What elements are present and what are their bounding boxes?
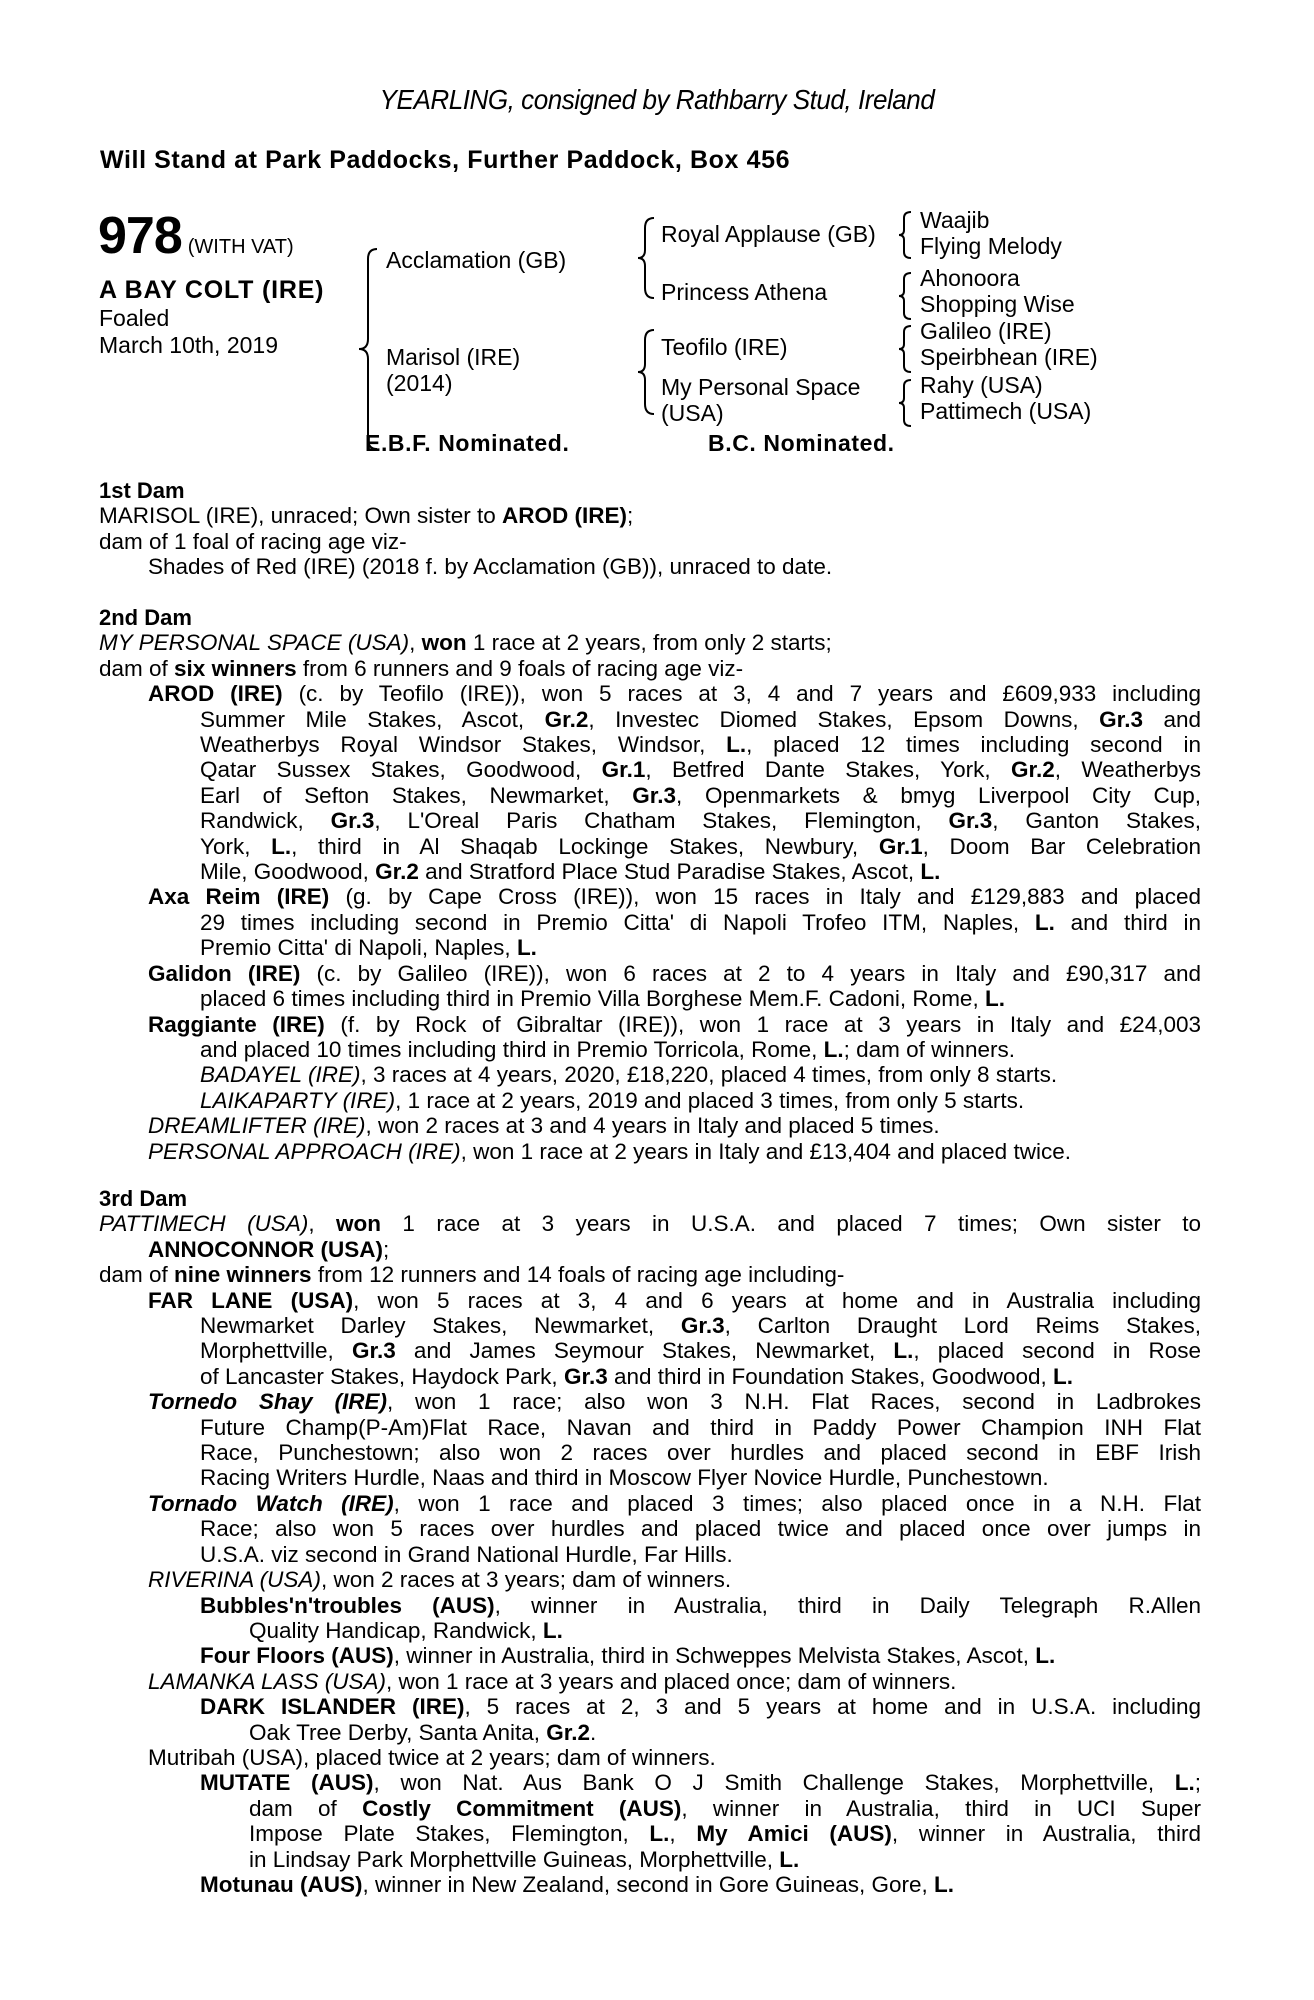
dam-of-text: dam of (99, 1262, 175, 1288)
produce-item: Mutribah (USA), placed twice at 2 years; dam of winners. (148, 1744, 716, 1770)
race-grade: L. (934, 1871, 955, 1897)
record-text: of Lancaster Stakes, Haydock Park, (200, 1363, 564, 1389)
entry-continuation-line (99, 935, 1201, 960)
horse-record: , won 1 race at 3 years and placed once; dam of winners. (386, 1668, 957, 1694)
grand-produce-entry (99, 1770, 1201, 1872)
produce-entry (99, 884, 1201, 960)
record-text: and James Seymour Stakes, Newmarket, (395, 1338, 894, 1364)
sd-sire: Ahonoora (920, 265, 1020, 291)
dd-dam: Pattimech (USA) (920, 398, 1092, 424)
winners-count: nine winners (174, 1262, 312, 1288)
race-grade: L. (1035, 1643, 1056, 1669)
horse-name: Axa Reim (IRE) (148, 884, 330, 910)
record-text: , Ganton Stakes, (992, 808, 1201, 834)
record-text: , Carlton Draught Lord Reims Stakes, (724, 1313, 1201, 1339)
entry-first-line (99, 681, 1201, 706)
entry-first-line (99, 1012, 1201, 1037)
record-text: . (590, 1719, 597, 1745)
pedigree-braces (0, 0, 1314, 460)
entry-first-line (99, 1643, 1201, 1668)
record-text: ; dam of winners. (843, 1036, 1015, 1062)
dam-year: (2014) (386, 370, 453, 396)
record-text: , placed 12 times including second in (746, 732, 1201, 758)
ebf-nominated: E.B.F. Nominated. (365, 430, 570, 456)
entry-continuation-line (99, 707, 1201, 732)
horse-name: Bubbles'n'troubles (AUS) (200, 1592, 495, 1618)
ss-sire: Waajib (920, 207, 990, 233)
sd-dam: Shopping Wise (920, 291, 1075, 317)
entry-first-line (99, 1872, 1201, 1897)
race-grade: Gr.3 (948, 808, 993, 834)
winners-count: six winners (174, 655, 297, 681)
dam-of-rest: from 6 runners and 9 foals of racing age viz- (296, 655, 744, 681)
third-dam-produce-intro (99, 1262, 1201, 1287)
entry-continuation-line (99, 1516, 1201, 1541)
produce-item (99, 1139, 1201, 1164)
produce-entry (99, 1288, 1201, 1390)
record-text: Morphettville, (200, 1338, 352, 1364)
entry-continuation-line (99, 859, 1201, 884)
horse-name: MUTATE (AUS) (200, 1770, 374, 1796)
entry-first-line (99, 1389, 1201, 1414)
record-text: , won 1 race and placed 3 times; also placed once in a N.H. Flat (393, 1490, 1201, 1516)
produce-entry (99, 1012, 1201, 1063)
horse-name: LAMANKA LASS (USA) (148, 1668, 386, 1694)
third-dam-heading: 3rd Dam (99, 1186, 188, 1211)
second-dam-intro: MY PERSONAL SPACE (USA), won 1 race at 2 years, from only 2 starts; (99, 630, 832, 656)
entry-continuation-line (99, 1364, 1201, 1389)
produce-entry (99, 681, 1201, 884)
record-text: and third in Foundation Stakes, Goodwood, (607, 1363, 1054, 1389)
race-grade: L. (271, 833, 292, 859)
brace-dam-parents (638, 330, 654, 414)
sire-dam: Princess Athena (661, 279, 828, 305)
first-dam-heading: 1st Dam (99, 478, 185, 503)
entry-continuation-line (99, 1720, 1201, 1745)
ds-sire: Galileo (IRE) (920, 318, 1052, 344)
produce-entry (99, 961, 1201, 1012)
race-grade: L. (893, 1338, 914, 1364)
entry-continuation-line (99, 757, 1201, 782)
race-grade: L. (649, 1821, 670, 1847)
record-text: Qatar Sussex Stakes, Goodwood, (200, 757, 602, 783)
horse-name: AROD (IRE) (148, 681, 283, 707)
entry-continuation-line (99, 1847, 1201, 1872)
horse-name: Tornedo Shay (IRE) (148, 1389, 387, 1415)
third-dam-name: PATTIMECH (USA) (99, 1211, 309, 1237)
first-dam-line (99, 503, 1201, 528)
record-text: Mile, Goodwood, (200, 859, 376, 885)
race-grade: Gr.3 (563, 1363, 608, 1389)
entry-continuation-line (99, 808, 1201, 833)
first-dam-section (99, 478, 1201, 580)
race-grade: L. (516, 935, 537, 961)
stand-location: Will Stand at Park Paddocks, Further Paddock, Box 456 (100, 146, 791, 174)
dam-of-text: dam of (99, 655, 175, 681)
record-text: , winner in Australia, third (891, 1821, 1202, 1847)
sire: Acclamation (GB) (386, 247, 567, 273)
record-text: , Weatherbys (1054, 757, 1202, 783)
entry-continuation-line (99, 783, 1201, 808)
horse-record: , 3 races at 4 years, 2020, £18,220, placed 4 times, from only 8 starts. (360, 1062, 1058, 1088)
record-text: U.S.A. viz second in Grand National Hurdle, Far Hills. (200, 1541, 733, 1567)
horse-record: , won 2 races at 3 and 4 years in Italy and placed 5 times. (365, 1113, 940, 1139)
brace-sire-parents (638, 218, 654, 298)
entry-first-line (99, 1288, 1201, 1313)
record-text: and placed 10 times including third in Premio Torricola, Rome, (200, 1036, 824, 1062)
record-text: Weatherbys Royal Windsor Stakes, Windsor, (200, 732, 727, 758)
record-text: and Stratford Place Stud Paradise Stakes, Ascot, (418, 859, 921, 885)
record-text: Racing Writers Hurdle, Naas and third in Moscow Flyer Novice Hurdle, Punchestown. (200, 1465, 1049, 1491)
third-dam-record: 1 race at 3 years in U.S.A. and placed 7 times; Own sister to (381, 1211, 1201, 1237)
horse-record: , 1 race at 2 years, 2019 and placed 3 times, from only 5 starts. (395, 1087, 1025, 1113)
entry-continuation-line (99, 1037, 1201, 1062)
horse-name: Tornado Watch (IRE) (148, 1490, 394, 1516)
entry-continuation-line (99, 1338, 1201, 1363)
dd-sire: Rahy (USA) (920, 372, 1043, 398)
second-dam-heading: 2nd Dam (99, 605, 192, 630)
produce-item (99, 1567, 1201, 1592)
record-text: Impose Plate Stakes, Flemington, (249, 1821, 650, 1847)
race-grade: L. (726, 732, 747, 758)
race-grade: Gr.3 (680, 1313, 725, 1339)
record-text: , L'Oreal Paris Chatham Stakes, Flemington, (374, 808, 949, 834)
record-text: (f. by Rock of Gibraltar (IRE)), won 1 race at 3 years in Italy and £24,003 (324, 1011, 1202, 1037)
race-grade: Costly Commitment (AUS) (362, 1795, 682, 1821)
produce-entry (99, 1389, 1201, 1491)
grand-produce (99, 1088, 1201, 1113)
race-grade: Gr.1 (601, 757, 646, 783)
first-dam-foal: Shades of Red (IRE) (2018 f. by Acclamation (GB)), unraced to date. (148, 554, 833, 580)
record-text: , winner in Australia, third in UCI Super (681, 1795, 1201, 1821)
record-text: , Betfred Dante Stakes, York, (645, 757, 1011, 783)
grand-produce-entry (99, 1643, 1201, 1668)
race-grade: Gr.2 (546, 1719, 591, 1745)
entry-continuation-line (99, 910, 1201, 935)
race-grade: L. (1034, 909, 1055, 935)
brace-teofilo (899, 326, 911, 372)
horse-name: RIVERINA (USA) (148, 1567, 321, 1593)
dam-of-rest: from 12 runners and 14 foals of racing age including- (311, 1262, 845, 1288)
record-text: and third in (1054, 909, 1201, 935)
record-text: Oak Tree Derby, Santa Anita, (249, 1719, 547, 1745)
record-text: , won 5 races at 3, 4 and 6 years at home and in Australia including (353, 1287, 1201, 1313)
entry-continuation-line (99, 732, 1201, 757)
won-label: won (336, 1211, 381, 1237)
record-text: , Doom Bar Celebration (922, 833, 1201, 859)
race-grade: My Amici (AUS) (696, 1821, 892, 1847)
record-text: (g. by Cape Cross (IRE)), won 15 races in Italy and £129,883 and placed (329, 884, 1201, 910)
record-text: Premio Citta' di Napoli, Naples, (200, 935, 517, 961)
record-text: , third in Al Shaqab Lockinge Stakes, Newbury, (291, 833, 879, 859)
record-text: in Lindsay Park Morphettville Guineas, Morphettville, (249, 1846, 780, 1872)
record-text: , won Nat. Aus Bank O J Smith Challenge Stakes, Morphettville, (373, 1770, 1175, 1796)
third-dam-sister: ANNOCONNOR (USA); (148, 1236, 390, 1262)
dam-sire: Teofilo (IRE) (661, 334, 788, 360)
race-grade: L. (1174, 1770, 1195, 1796)
sire-sire: Royal Applause (GB) (661, 221, 876, 247)
produce-entry (99, 1491, 1201, 1567)
dam: Marisol (IRE) (386, 344, 521, 370)
brace-princess-athena (899, 273, 911, 319)
first-dam-produce-intro: dam of 1 foal of racing age viz- (99, 528, 407, 554)
produce-item (99, 1669, 1201, 1694)
dam-dam: My Personal Space (661, 374, 861, 400)
horse-description: A BAY COLT (IRE) (99, 276, 325, 304)
catalogue-subtitle: YEARLING, consigned by Rathbarry Stud, Ireland (379, 84, 935, 115)
record-text: , winner in New Zealand, second in Gore Guineas, Gore, (362, 1871, 935, 1897)
record-text: Summer Mile Stakes, Ascot, (200, 706, 545, 732)
race-grade: L. (779, 1846, 800, 1872)
own-sister-name: AROD (IRE) (502, 503, 628, 529)
race-grade: Gr.3 (330, 808, 375, 834)
race-grade: Gr.1 (878, 833, 923, 859)
entry-continuation-line (99, 1465, 1201, 1490)
race-grade: L. (823, 1036, 844, 1062)
second-dam-section (99, 605, 1201, 1164)
grand-produce-entry (99, 1872, 1201, 1897)
own-sister-name: ANNOCONNOR (USA) (148, 1236, 383, 1262)
entry-continuation-line (99, 986, 1201, 1011)
race-grade: Gr.2 (544, 706, 589, 732)
record-text: , winner in Australia, third in Daily Telegraph R.Allen (494, 1592, 1202, 1618)
record-text: (c. by Teofilo (IRE)), won 5 races at 3, 4 and 7 years and £609,933 including (282, 681, 1201, 707)
entry-continuation-line (99, 834, 1201, 859)
record-text: and (1142, 706, 1202, 732)
horse-name: DREAMLIFTER (IRE) (148, 1113, 366, 1139)
third-dam-section (99, 1186, 1201, 1897)
third-dam-intro: PATTIMECH (USA), won 1 race at 3 years in U.S.A. and placed 7 times; Own sister to (99, 1211, 1201, 1237)
record-text: Quality Handicap, Randwick, (249, 1617, 543, 1643)
horse-name: BADAYEL (IRE) (200, 1062, 361, 1088)
horse-name: LAIKAPARTY (IRE) (200, 1087, 396, 1113)
entry-first-line (99, 1491, 1201, 1516)
race-grade: Gr.2 (1010, 757, 1055, 783)
first-dam-text: MARISOL (IRE), unraced; Own sister to (99, 503, 503, 529)
race-grade: L. (920, 859, 941, 885)
horse-name: FAR LANE (USA) (148, 1287, 354, 1313)
record-text: (c. by Galileo (IRE)), won 6 races at 2 to 4 years in Italy and £90,317 and (300, 960, 1201, 986)
ds-dam: Speirbhean (IRE) (920, 344, 1098, 370)
record-text: Race, Punchestown; also won 2 races over hurdles and placed second in EBF Irish (200, 1440, 1201, 1466)
record-text: , winner in Australia, third in Schweppes Melvista Stakes, Ascot, (393, 1643, 1036, 1669)
brace-royal-applause (899, 212, 911, 258)
horse-record: , won 2 races at 3 years; dam of winners. (320, 1567, 732, 1593)
grand-produce (99, 1062, 1201, 1087)
race-grade: L. (1053, 1363, 1074, 1389)
record-text: dam of (249, 1795, 363, 1821)
foaled-date: March 10th, 2019 (99, 332, 279, 358)
horse-name: Raggiante (IRE) (148, 1011, 325, 1037)
entry-first-line (99, 884, 1201, 909)
record-text: York, (200, 833, 272, 859)
dam-dam-country: (USA) (661, 400, 724, 426)
record-text: , Investec Diomed Stakes, Epsom Downs, (588, 706, 1100, 732)
entry-continuation-line (99, 1313, 1201, 1338)
horse-name: Four Floors (AUS) (200, 1643, 394, 1669)
entry-continuation-line (99, 1796, 1201, 1821)
entry-first-line (99, 1770, 1201, 1795)
record-text: 29 times including second in Premio Citta' di Napoli Trofeo ITM, Naples, (200, 909, 1035, 935)
record-text: Newmarket Darley Stakes, Newmarket, (200, 1313, 681, 1339)
entry-first-line (99, 961, 1201, 986)
record-text: , (669, 1821, 697, 1847)
horse-name: PERSONAL APPROACH (IRE) (148, 1138, 461, 1164)
entry-continuation-line (99, 1415, 1201, 1440)
race-grade: L. (984, 986, 1005, 1012)
record-text: , Openmarkets & bmyg Liverpool City Cup, (676, 782, 1201, 808)
record-text: placed 6 times including third in Premio Villa Borghese Mem.F. Cadoni, Rome, (200, 986, 985, 1012)
race-grade: Gr.3 (632, 782, 677, 808)
record-text: , placed second in Rose (913, 1338, 1201, 1364)
grand-produce-entry (99, 1593, 1201, 1644)
record-text: Race; also won 5 races over hurdles and placed twice and placed once over jumps in (200, 1516, 1201, 1542)
second-dam-name: MY PERSONAL SPACE (USA) (99, 630, 410, 656)
record-text: Earl of Sefton Stakes, Newmarket, (200, 782, 633, 808)
horse-name: Motunau (AUS) (200, 1871, 363, 1897)
lot-number: 978 (98, 207, 182, 265)
entry-continuation-line (99, 1440, 1201, 1465)
second-dam-record: 1 race at 2 years, from only 2 starts; (466, 630, 832, 656)
record-text: , 5 races at 2, 3 and 5 years at home and in U.S.A. including (464, 1694, 1201, 1720)
entry-first-line (99, 1593, 1201, 1618)
horse-name: Galidon (IRE) (148, 960, 301, 986)
race-grade: Gr.2 (375, 859, 419, 885)
entry-continuation-line (99, 1542, 1201, 1567)
race-grade: Gr.3 (351, 1338, 396, 1364)
produce-item (99, 1113, 1201, 1138)
horse-name: DARK ISLANDER (IRE) (200, 1694, 465, 1720)
entry-first-line (99, 1694, 1201, 1719)
record-text: Future Champ(P-Am)Flat Race, Navan and third in Paddy Power Champion INH Flat (200, 1414, 1201, 1440)
punct: ; (627, 503, 634, 529)
brace-my-personal-space (899, 380, 911, 426)
brace-sire-dam (359, 249, 377, 449)
won-label: won (421, 630, 467, 656)
vat-note: (WITH VAT) (187, 236, 294, 258)
foaled-label: Foaled (99, 305, 170, 331)
entry-continuation-line (99, 1821, 1201, 1846)
second-dam-produce-intro (99, 656, 1201, 681)
race-grade: Gr.3 (1099, 706, 1143, 732)
ss-dam: Flying Melody (920, 233, 1062, 259)
record-text: ; (1194, 1770, 1201, 1796)
bc-nominated: B.C. Nominated. (708, 430, 895, 456)
record-text: Randwick, (200, 808, 331, 834)
entry-continuation-line (99, 1618, 1201, 1643)
horse-record: , won 1 race at 2 years in Italy and £13,404 and placed twice. (460, 1138, 1071, 1164)
record-text: , won 1 race; also won 3 N.H. Flat Races, second in Ladbrokes (386, 1389, 1201, 1415)
race-grade: L. (542, 1617, 563, 1643)
grand-produce-entry (99, 1694, 1201, 1745)
